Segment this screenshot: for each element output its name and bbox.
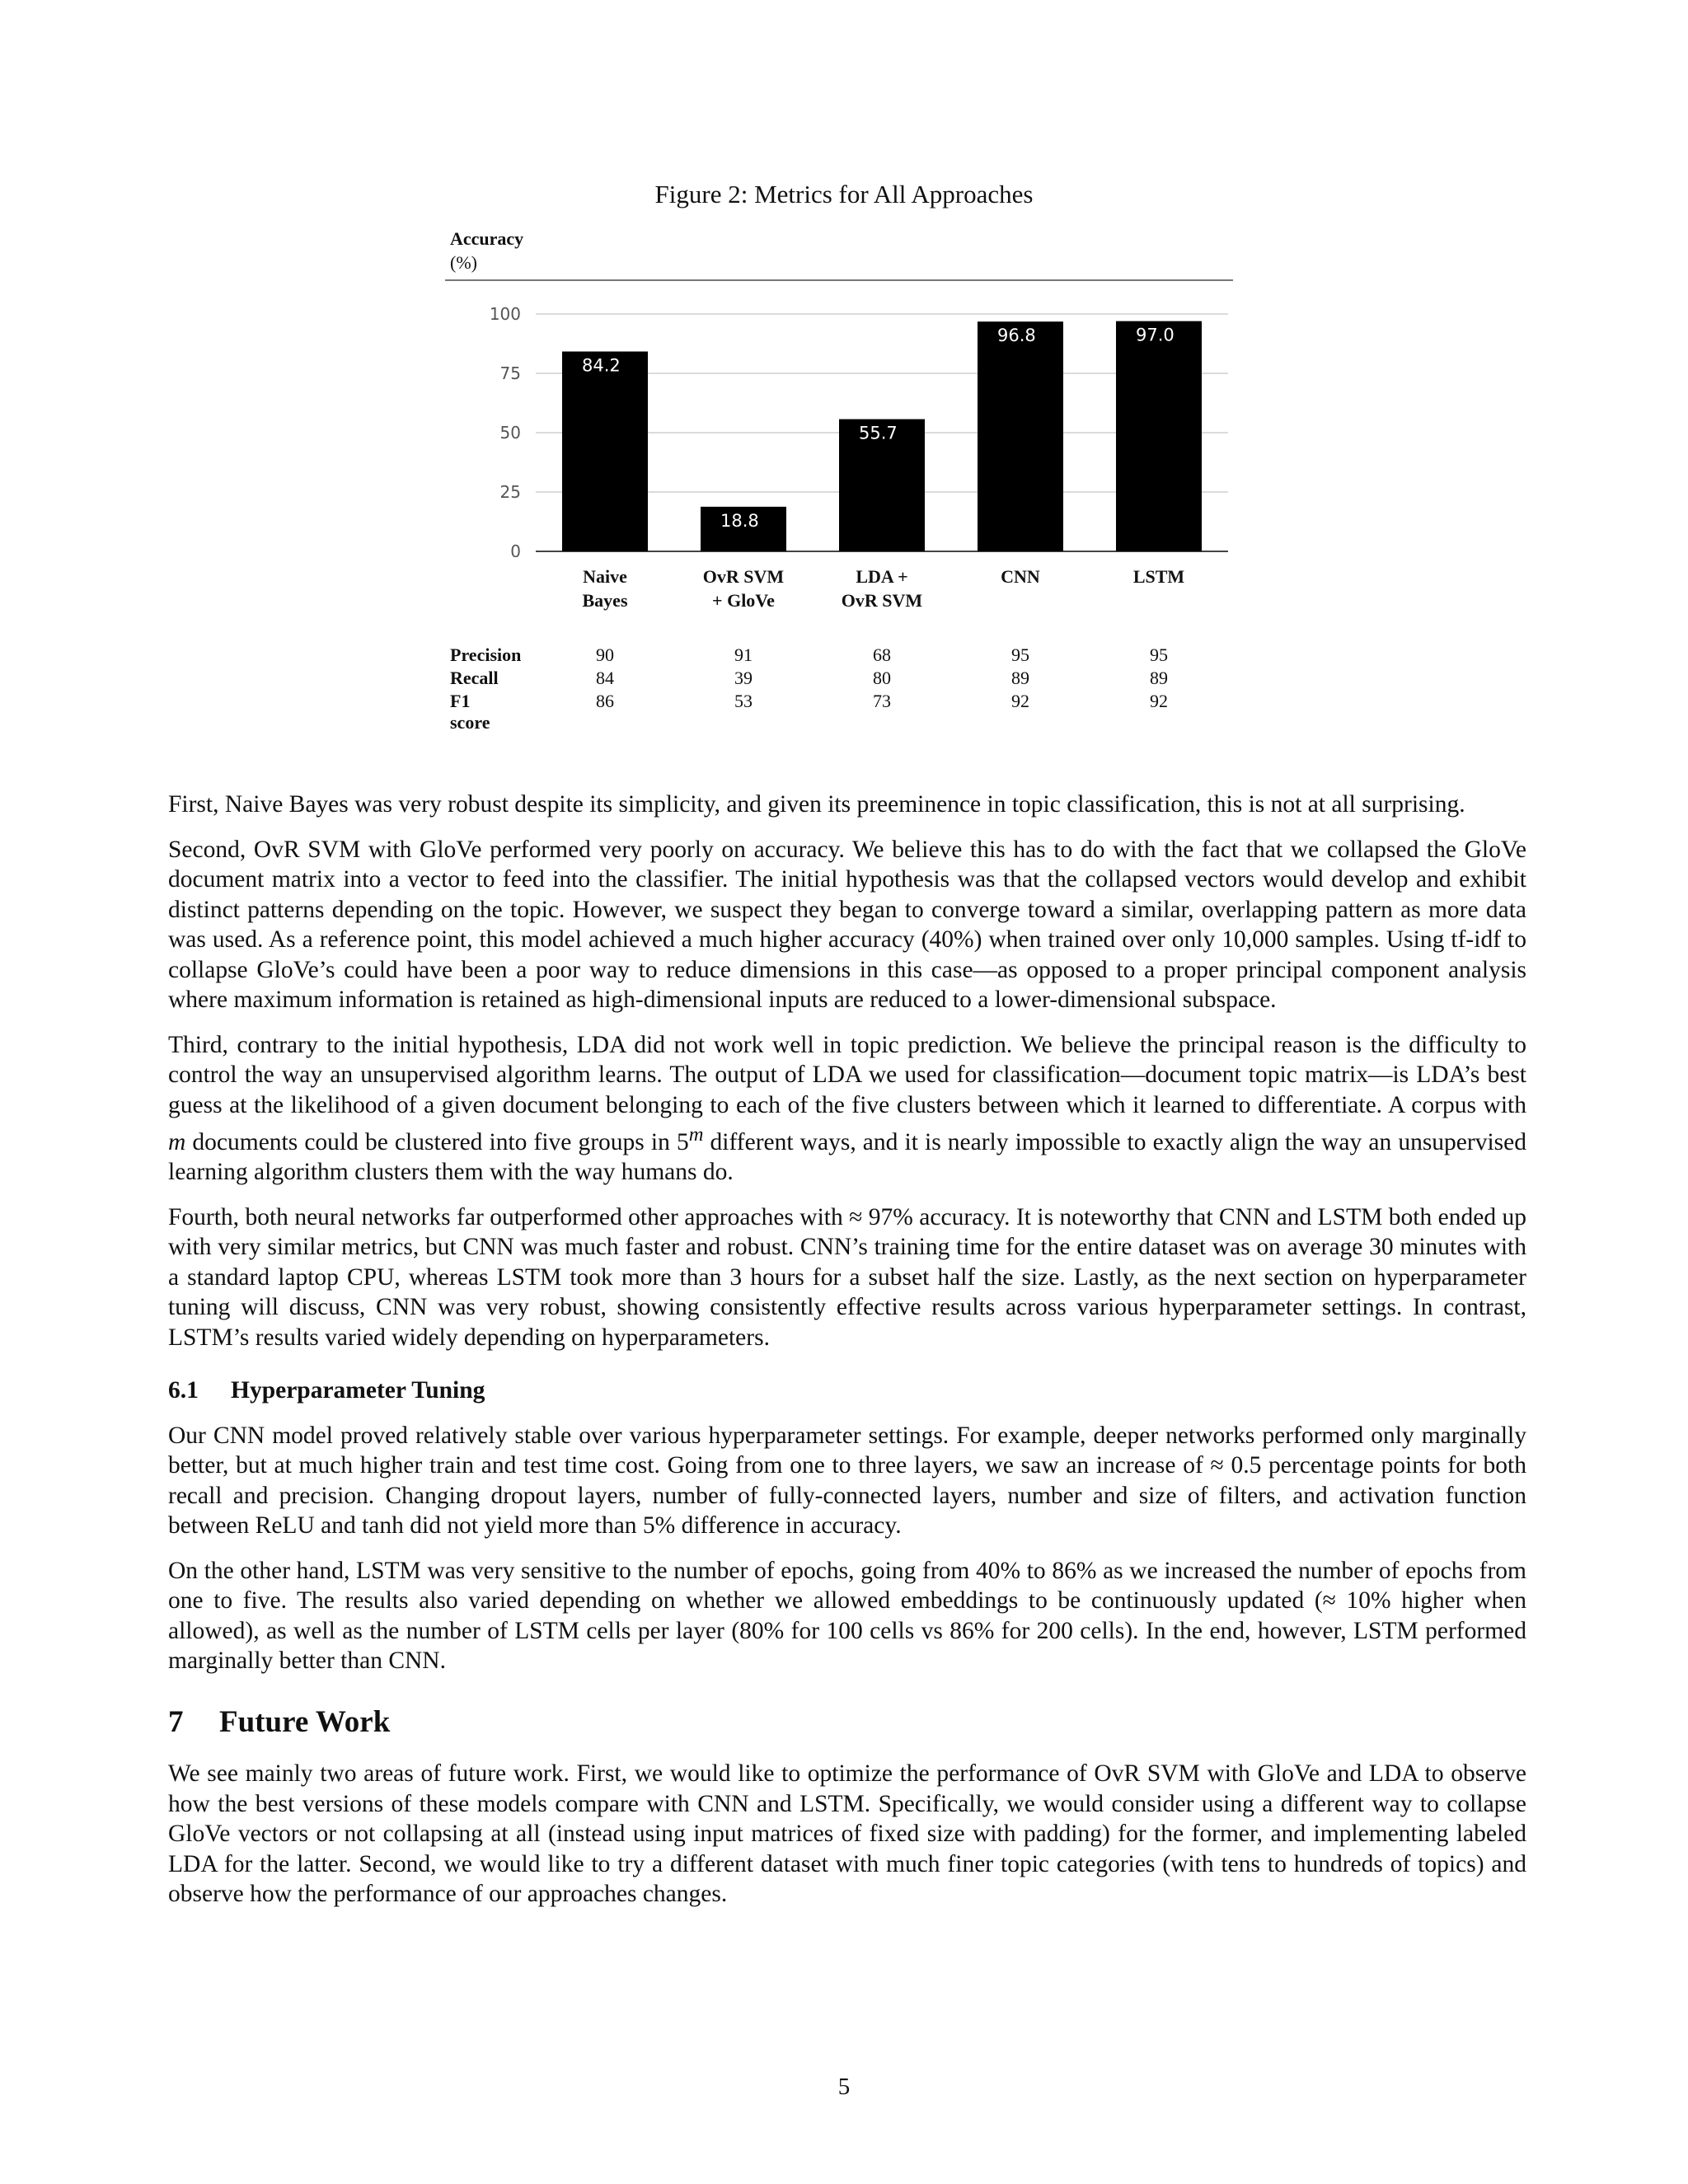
y-tick-label: 100 (489, 304, 521, 324)
y-axis-unit: (%) (450, 251, 477, 273)
category-label (959, 565, 1082, 589)
metric-value: 84 (596, 668, 614, 688)
section-heading-future-work (168, 1704, 1526, 1739)
metric-value: 39 (734, 668, 753, 688)
bar-value-label: 96.8 (997, 326, 1036, 346)
category-label (820, 565, 944, 612)
paragraph-ovr-svm: Second, OvR SVM with GloVe performed very poorly on accuracy. We believe this has to do with the fact that we collapsed the GloVe document matrix into a vector to feed into the classifier. The initial hypothesis was that the collapsed vectors would develop and exhibit distinct patterns depending on the topic. However, we suspect they began to converge toward a similar, overlapping pattern as more data was used. As a reference point, this model achieved a much higher accuracy (40%) when trained over only 10,000 samples. Using tf-idf to collapse GloVe’s could have been a poor way to reduce dimensions in this case—as opposed to a proper principal component analysis where maximum information is retained as high-dimensional inputs are reduced to a lower-dimensional subspace. (168, 836, 1526, 1013)
y-tick-label: 0 (510, 541, 521, 557)
category-label-line2: + GloVe (712, 589, 775, 611)
y-axis-title (450, 227, 523, 274)
metric-name: Recall (450, 668, 499, 688)
metric-value: 95 (1011, 644, 1029, 665)
metric-value: 86 (596, 691, 614, 711)
section-title: Future Work (219, 1704, 391, 1739)
bar (562, 352, 648, 551)
paragraph-lda (168, 1030, 1526, 1188)
paragraph-future-work: We see mainly two areas of future work. First, we would like to optimize the performance of OvR SVM with GloVe and LDA to observe how the best versions of these models compare with CNN and LSTM. Specifically, we would consider using a different way to collapse GloVe vectors or not collapsing at all (instead using input matrices of fixed size with padding) for the former, and implementing labeled LDA for the latter. Second, we would like to try a different dataset with much finer topic categories (with tens to hundreds of topics) and observe how the performance of our approaches changes. (168, 1760, 1526, 1908)
accuracy-bar-chart (445, 277, 1236, 557)
paragraph-naive-bayes: First, Naive Bayes was very robust despite its simplicity, and given its preeminence in topic classification, this is not at all surprising. (168, 791, 1465, 818)
math-m: m (168, 1128, 186, 1155)
bar-value-label: 97.0 (1136, 325, 1175, 345)
category-label-line2: Bayes (582, 589, 628, 611)
paragraph-lda-part-c: different ways, and it is nearly impossible to exactly align the way an unsupervised learning algorithm clusters them with the way humans do. (168, 1128, 1526, 1186)
y-tick-label: 50 (499, 423, 521, 443)
math-superscript-m: m (688, 1123, 704, 1146)
metric-value: 91 (734, 644, 753, 665)
category-label-line1: LDA + (856, 566, 908, 587)
category-label (543, 565, 667, 612)
paragraph-lstm-hyperparameters: On the other hand, LSTM was very sensitive to the number of epochs, going from 40% to 86% as we increased the number of epochs from one to five. The results also varied depending on whether we allowed embeddings to be continuously updated (≈ 10% higher when allowed), as well as the number of LSTM cells per layer (80% for 100 cells vs 86% for 200 cells). In the end, however, LSTM performed marginally better than CNN. (168, 1557, 1526, 1675)
bar-value-label: 84.2 (582, 355, 621, 376)
section-title: Hyperparameter Tuning (231, 1377, 485, 1404)
metric-value: 92 (1011, 691, 1029, 711)
metric-value: 95 (1150, 644, 1168, 665)
paragraph-neural-networks: Fourth, both neural networks far outperformed other approaches with ≈ 97% accuracy. It is noteworthy that CNN and LSTM both ended up with very similar metrics, but CNN was much faster and robust. CNN’s training time for the entire dataset was on average 30 minutes with a standard laptop CPU, whereas LSTM took more than 3 hours for a subset half the size. Lastly, as the next section on hyperparameter tuning will discuss, CNN was very robust, showing consistently effective results across various hyperparameter settings. In contrast, LSTM’s results varied widely depending on hyperparameters. (168, 1203, 1526, 1351)
metric-value: 92 (1150, 691, 1168, 711)
bar (978, 321, 1063, 551)
paragraph-lda-part-a: Third, contrary to the initial hypothesis, LDA did not work well in topic prediction. We believe the principal reason is the difficulty to control the way an unsupervised algorithm learns. The output of LDA we used for classification—document topic matrix—is LDA’s best guess at the likelihood of a given document belonging to each of the five clusters between which it learned to differentiate. A corpus with (168, 1031, 1526, 1118)
bar (1116, 321, 1202, 551)
metric-name: F1 score (450, 691, 490, 733)
category-label-line1: CNN (1001, 566, 1040, 587)
y-axis-title-text: Accuracy (450, 228, 524, 249)
page-number: 5 (837, 2074, 851, 2100)
bar-value-label: 18.8 (720, 510, 759, 531)
paragraph-cnn-hyperparameters: Our CNN model proved relatively stable over various hyperparameter settings. For example, deeper networks performed only marginally better, but at much higher train and test time cost. Going from one to three layers, we saw an increase of ≈ 0.5 percentage points for both recall and precision. Changing dropout layers, number of fully-connected layers, number and size of filters, and activation function between ReLU and tanh did not yield more than 5% difference in accuracy. (168, 1422, 1526, 1540)
section-heading-hyperparameter-tuning (168, 1376, 1526, 1406)
metric-value: 73 (873, 691, 891, 711)
category-label (1097, 565, 1221, 589)
metric-name: Precision (450, 644, 522, 665)
bar-value-label: 55.7 (859, 423, 898, 443)
body-text (168, 790, 1526, 1924)
metric-value: 68 (873, 644, 891, 665)
paragraph-lda-part-b: documents could be clustered into five groups in 5 (185, 1128, 689, 1155)
y-tick-label: 75 (499, 363, 521, 383)
category-label-line2: OvR SVM (841, 589, 923, 611)
y-tick-label: 25 (499, 482, 521, 502)
category-label-line1: Naive (583, 566, 627, 587)
metric-value: 80 (873, 668, 891, 688)
category-label (682, 565, 805, 612)
metric-value: 53 (734, 691, 753, 711)
category-label-line1: OvR SVM (702, 566, 785, 587)
metric-value: 90 (596, 644, 614, 665)
section-number: 7 (168, 1704, 184, 1739)
figure-caption: Figure 2: Metrics for All Approaches (654, 180, 1034, 209)
section-number: 6.1 (168, 1377, 199, 1404)
metric-value: 89 (1150, 668, 1168, 688)
metric-value: 89 (1011, 668, 1029, 688)
category-label-line1: LSTM (1132, 566, 1185, 587)
